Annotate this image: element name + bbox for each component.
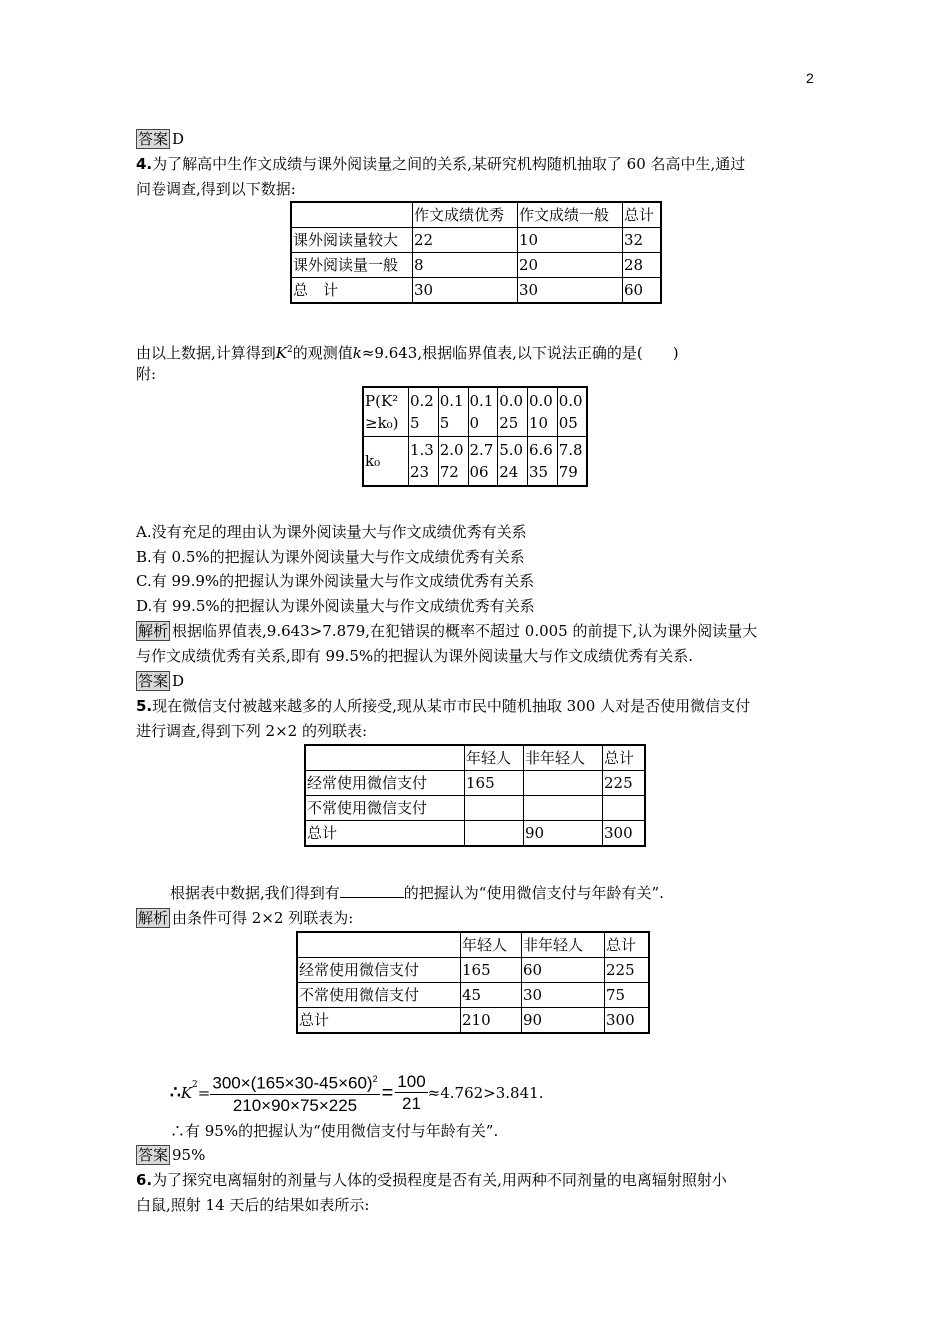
table-cell: 总计 bbox=[305, 821, 465, 847]
table-row bbox=[297, 958, 649, 983]
table-cell: 经常使用微信支付 bbox=[297, 958, 461, 983]
numerator-text: 300×(165×30-45×60) bbox=[212, 1073, 373, 1093]
table-cell: 不常使用微信支付 bbox=[297, 983, 461, 1008]
k-symbol: K bbox=[275, 344, 287, 362]
table-cell: 90 bbox=[524, 821, 603, 847]
table-cell bbox=[465, 796, 524, 821]
q5-fill-post: 的把握认为“使用微信支付与年龄有关”. bbox=[403, 884, 664, 902]
table-cell: 10 bbox=[518, 228, 623, 253]
table-row bbox=[291, 228, 661, 253]
k-squared-formula bbox=[170, 1068, 543, 1118]
q4-option-d: D.有 99.5%的把握认为课外阅读量大与作文成绩优秀有关系 bbox=[136, 597, 535, 615]
table-cell: 课外阅读量一般 bbox=[291, 253, 413, 278]
q5-answer: 95% bbox=[172, 1146, 206, 1164]
table-cell: 作文成绩一般 bbox=[518, 202, 623, 228]
table-cell: 课外阅读量较大 bbox=[291, 228, 413, 253]
q6-stem-line-2: 白鼠,照射 14 天后的结果如表所示: bbox=[136, 1196, 370, 1214]
table-cell: 0.025 bbox=[498, 387, 528, 437]
q5-conclusion: ∴有 95%的把握认为“使用微信支付与年龄有关”. bbox=[170, 1122, 499, 1140]
q5-answer-line bbox=[136, 1144, 205, 1166]
table-cell: 20 bbox=[518, 253, 623, 278]
table-cell: 30 bbox=[518, 278, 623, 304]
table-cell: 75 bbox=[605, 983, 650, 1008]
table-cell: 总计 bbox=[603, 745, 646, 771]
table-cell bbox=[524, 771, 603, 796]
table-cell bbox=[305, 745, 465, 771]
table-cell: 30 bbox=[522, 983, 605, 1008]
q4-text-1: 为了解高中生作文成绩与课外阅读量之间的关系,某研究机构随机抽取了 60 名高中生,通过 bbox=[152, 155, 746, 173]
q4-stem-post: ≈9.643,根据临界值表,以下说法正确的是( ) bbox=[361, 344, 679, 362]
therefore-symbol: ∴ bbox=[170, 1083, 181, 1103]
table-cell: 2.706 bbox=[468, 437, 498, 487]
table-cell: 年轻人 bbox=[465, 745, 524, 771]
table-cell: 300 bbox=[603, 821, 646, 847]
q4-stem-line-2: 问卷调查,得到以下数据: bbox=[136, 180, 296, 198]
table-cell: 5.024 bbox=[498, 437, 528, 487]
table-cell: 0.10 bbox=[468, 387, 498, 437]
fraction-denominator: 21 bbox=[402, 1093, 421, 1113]
q4-option-c: C.有 99.9%的把握认为课外阅读量大与作文成绩优秀有关系 bbox=[136, 572, 535, 590]
table-cell: 非年轻人 bbox=[524, 745, 603, 771]
table-cell: 60 bbox=[522, 958, 605, 983]
fraction-denominator: 210×90×75×225 bbox=[232, 1095, 358, 1115]
q6-stem-line-1 bbox=[136, 1169, 727, 1191]
analysis-tag: 解析 bbox=[138, 622, 169, 640]
table-row bbox=[305, 821, 645, 847]
table-row bbox=[305, 745, 645, 771]
table-cell: 165 bbox=[461, 958, 522, 983]
table-cell: k₀ bbox=[363, 437, 409, 487]
q5-number: 5. bbox=[136, 697, 153, 715]
answer-tag: 答案 bbox=[138, 130, 169, 148]
table-cell: 45 bbox=[461, 983, 522, 1008]
table-row bbox=[291, 253, 661, 278]
q5-fill-pre: 根据表中数据,我们得到有 bbox=[170, 884, 340, 902]
superscript: 2 bbox=[192, 1080, 198, 1090]
k-value-symbol: k bbox=[352, 344, 362, 362]
table-row bbox=[297, 932, 649, 958]
table-cell: 165 bbox=[465, 771, 524, 796]
table-cell bbox=[291, 202, 413, 228]
q4-contingency-table bbox=[290, 201, 662, 304]
table-cell: 作文成绩优秀 bbox=[413, 202, 518, 228]
table-cell: 1.323 bbox=[409, 437, 439, 487]
q4-number: 4. bbox=[136, 155, 153, 173]
q5-analysis-line bbox=[136, 907, 353, 929]
answer-tag: 答案 bbox=[138, 672, 169, 690]
table-cell bbox=[297, 932, 461, 958]
table-cell: P(K²≥k₀) bbox=[363, 387, 409, 437]
table-cell: 225 bbox=[605, 958, 650, 983]
q5-contingency-table bbox=[304, 744, 646, 847]
q5-text-1: 现在微信支付被越来越多的人所接受,现从某市市民中随机抽取 300 人对是否使用微信支付 bbox=[152, 697, 751, 715]
q4-answer-line bbox=[136, 670, 184, 692]
table-cell: 28 bbox=[623, 253, 662, 278]
q4-appendix: 附: bbox=[136, 365, 157, 383]
q4-question-line bbox=[136, 339, 679, 364]
table-cell bbox=[524, 796, 603, 821]
table-row bbox=[291, 278, 661, 304]
table-cell: 0.15 bbox=[438, 387, 468, 437]
table-cell: 7.879 bbox=[557, 437, 587, 487]
formula-fraction bbox=[210, 1069, 379, 1117]
q4-analysis-line-1 bbox=[136, 620, 757, 642]
table-cell: 30 bbox=[413, 278, 518, 304]
superscript: 2 bbox=[372, 1074, 378, 1085]
table-cell: 经常使用微信支付 bbox=[305, 771, 465, 796]
answer-blank bbox=[340, 883, 404, 898]
table-cell: 90 bbox=[522, 1008, 605, 1034]
table-cell: 总计 bbox=[623, 202, 662, 228]
table-cell: 32 bbox=[623, 228, 662, 253]
table-cell: 0.25 bbox=[409, 387, 439, 437]
table-cell: 2.072 bbox=[438, 437, 468, 487]
analysis-tag: 解析 bbox=[138, 909, 169, 927]
page-number: 2 bbox=[806, 70, 814, 86]
q4-stem-mid: 的观测值 bbox=[292, 344, 353, 362]
result-fraction bbox=[395, 1072, 427, 1115]
table-cell: 225 bbox=[603, 771, 646, 796]
table-cell: 不常使用微信支付 bbox=[305, 796, 465, 821]
table-cell: 60 bbox=[623, 278, 662, 304]
table-row bbox=[363, 437, 587, 487]
formula-result: ≈4.762>3.841. bbox=[427, 1084, 544, 1102]
q4-option-a: A.没有充足的理由认为课外阅读量大与作文成绩优秀有关系 bbox=[136, 523, 527, 541]
answer-tag: 答案 bbox=[138, 1146, 169, 1164]
equals-sign: = bbox=[381, 1081, 394, 1104]
table-row bbox=[297, 1008, 649, 1034]
q5-completed-table bbox=[296, 931, 650, 1034]
table-cell: 非年轻人 bbox=[522, 932, 605, 958]
q5-stem-line-2: 进行调查,得到下列 2×2 的列联表: bbox=[136, 722, 368, 740]
table-row bbox=[297, 983, 649, 1008]
table-row bbox=[363, 387, 587, 437]
table-cell: 6.635 bbox=[528, 437, 558, 487]
table-cell: 210 bbox=[461, 1008, 522, 1034]
fraction-numerator bbox=[210, 1069, 379, 1095]
table-cell: 8 bbox=[413, 253, 518, 278]
table-cell: 22 bbox=[413, 228, 518, 253]
q4-answer: D bbox=[172, 672, 185, 690]
q6-text-1: 为了探究电离辐射的剂量与人体的受损程度是否有关,用两种不同剂量的电离辐射照射小 bbox=[152, 1171, 727, 1189]
superscript: 2 bbox=[287, 345, 293, 355]
q5-stem-line-1 bbox=[136, 695, 750, 717]
table-cell: 0.010 bbox=[528, 387, 558, 437]
table-cell: 年轻人 bbox=[461, 932, 522, 958]
q4-stem-pre: 由以上数据,计算得到 bbox=[136, 344, 276, 362]
table-cell: 300 bbox=[605, 1008, 650, 1034]
table-cell bbox=[465, 821, 524, 847]
table-cell: 总 计 bbox=[291, 278, 413, 304]
q4-analysis-text-1: 根据临界值表,9.643>7.879,在犯错误的概率不超过 0.005 的前提下,认为课外阅读量大 bbox=[172, 622, 758, 640]
table-cell: 总计 bbox=[297, 1008, 461, 1034]
table-row bbox=[291, 202, 661, 228]
q4-analysis-line-2: 与作文成绩优秀有关系,即有 99.5%的把握认为课外阅读量大与作文成绩优秀有关系. bbox=[136, 647, 693, 665]
q3-answer-line bbox=[136, 128, 184, 150]
q4-option-b: B.有 0.5%的把握认为课外阅读量大与作文成绩优秀有关系 bbox=[136, 548, 525, 566]
q4-stem-line-1 bbox=[136, 153, 745, 175]
critical-value-table bbox=[362, 386, 588, 487]
q5-fill-line bbox=[170, 882, 664, 904]
table-cell: 总计 bbox=[605, 932, 650, 958]
table-row bbox=[305, 771, 645, 796]
q6-number: 6. bbox=[136, 1171, 153, 1189]
equals-sign: = bbox=[197, 1084, 211, 1102]
table-cell bbox=[603, 796, 646, 821]
fraction-numerator: 100 bbox=[397, 1071, 426, 1091]
q3-answer: D bbox=[172, 130, 185, 148]
k-symbol: K bbox=[180, 1084, 193, 1102]
table-row bbox=[305, 796, 645, 821]
table-cell: 0.005 bbox=[557, 387, 587, 437]
q5-analysis-intro: 由条件可得 2×2 列联表为: bbox=[172, 909, 354, 927]
